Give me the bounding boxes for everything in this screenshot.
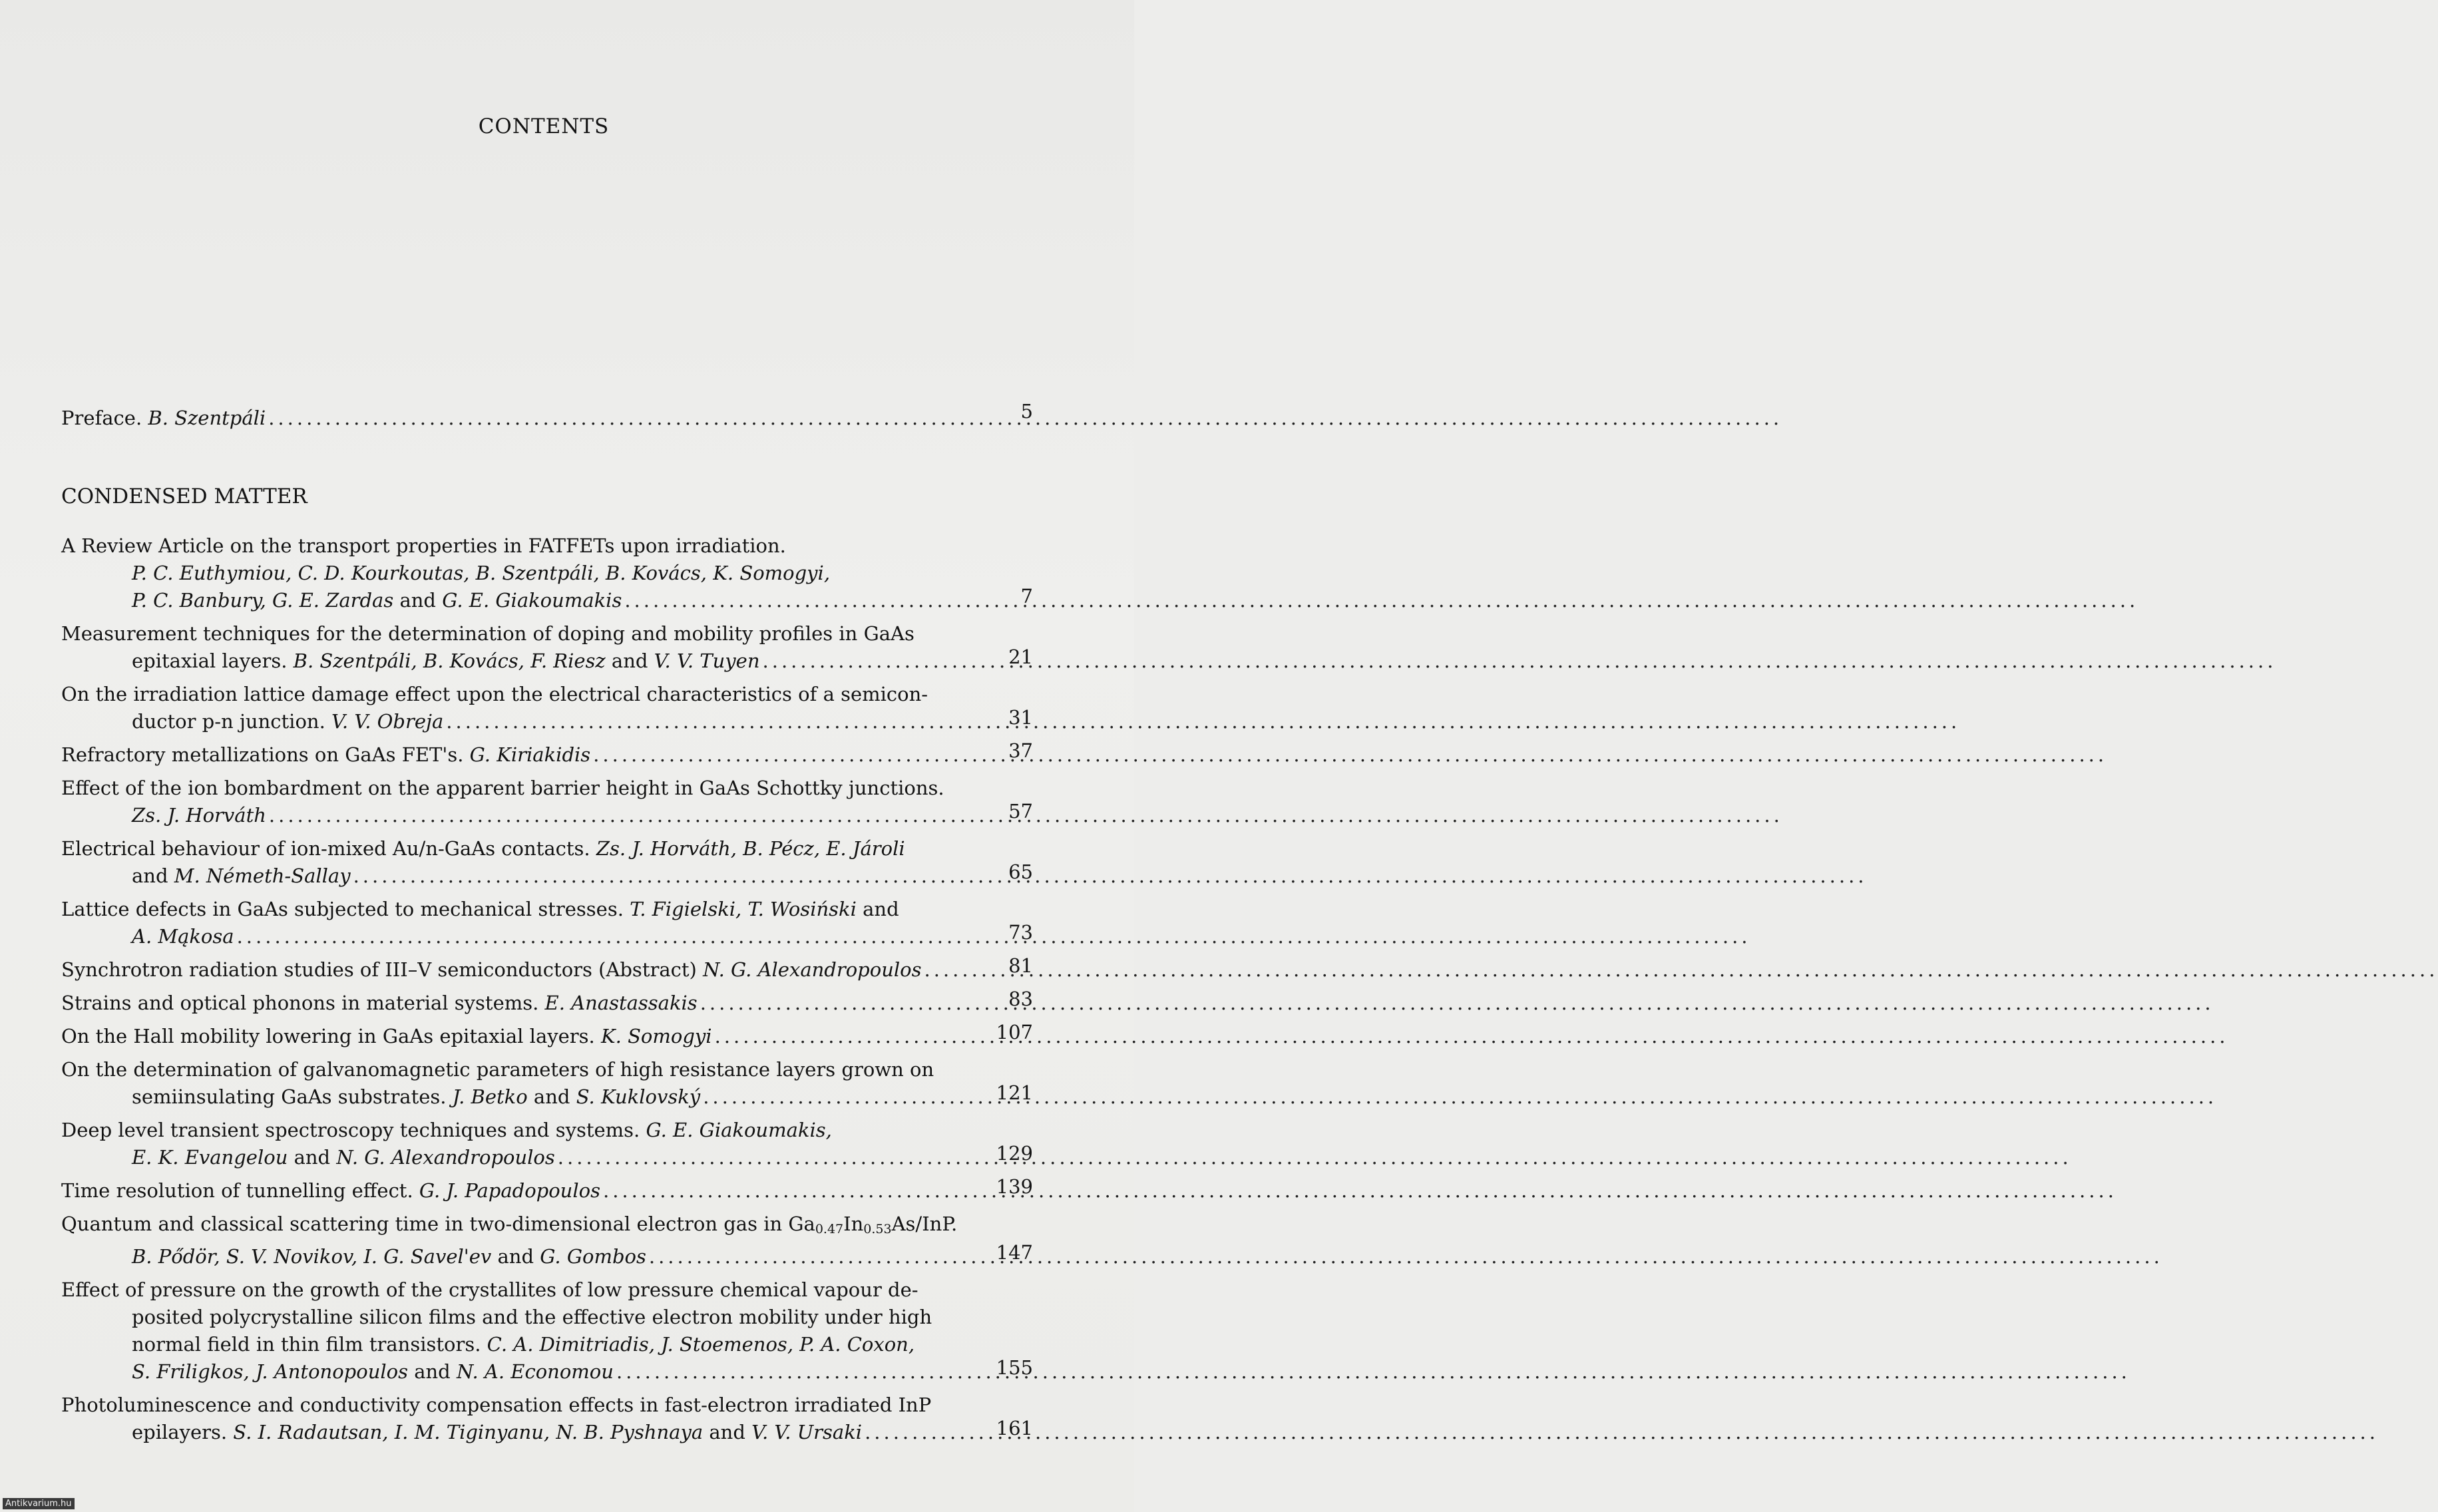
page-number: 57 (1008, 800, 1033, 823)
leader-dots (649, 1243, 2163, 1270)
entry-text: and (132, 864, 174, 887)
toc-line (61, 896, 1033, 923)
entry-text: ductor p-n junction. (132, 710, 332, 733)
entry-author: J. Betko (452, 1085, 528, 1108)
page-title: CONTENTS (478, 114, 610, 138)
entry-text: and (393, 589, 443, 612)
entry-text: and (703, 1421, 752, 1443)
entry-text: Electrical behaviour of ion-mixed Au/n-GaAs contacts. (61, 837, 596, 860)
toc-line (61, 775, 1033, 802)
toc-line (61, 1023, 1033, 1050)
entry-author: N. A. Economou (456, 1360, 614, 1383)
entry-author: K. Somogyi (600, 1025, 712, 1047)
page-number: 139 (996, 1175, 1033, 1198)
entry-author: V. V. Ursaki (751, 1421, 863, 1443)
toc-line (61, 1419, 1033, 1446)
leader-dots (616, 1358, 2131, 1386)
page-number: 73 (1008, 921, 1033, 944)
entry-text: and (605, 650, 654, 672)
toc-line (61, 990, 1033, 1017)
entry-author: V. V. Tuyen (654, 650, 760, 672)
toc-line (61, 1177, 1033, 1205)
entry-author: B. Pődör, S. V. Novikov, I. G. Savel'ev (132, 1245, 492, 1268)
toc-line (61, 923, 1033, 950)
entry-author: S. Friligkos, J. Antonopoulos (132, 1360, 408, 1383)
entry-text: normal field in thin film transistors. (132, 1333, 487, 1356)
toc-entry (61, 896, 1033, 950)
entry-text: and (408, 1360, 457, 1383)
entry-author: G. J. Papadopoulos (419, 1179, 600, 1202)
toc-entry (61, 1392, 1033, 1446)
entry-text: epilayers. (132, 1421, 234, 1443)
toc-entry (61, 1276, 1033, 1386)
page-number: 37 (1008, 739, 1033, 762)
leader-dots (558, 1144, 2072, 1171)
entry-author: N. G. Alexandropoulos (703, 958, 922, 981)
toc-entry (61, 681, 1033, 735)
entry-author: M. Németh-Sallay (174, 864, 351, 887)
entry-text: posited polycrystalline silicon films and the effective electron mobility under high (132, 1306, 932, 1328)
toc-line (61, 1392, 1033, 1419)
page-number: 107 (996, 1021, 1033, 1043)
page-number: 129 (996, 1142, 1033, 1165)
toc-line (61, 1358, 1033, 1386)
toc-line (61, 835, 1033, 862)
toc-line (61, 648, 1033, 675)
entry-text: Effect of pressure on the growth of the crystallites of low pressure chemical vapour de- (61, 1278, 918, 1301)
leader-dots (603, 1177, 2117, 1205)
entry-text: Strains and optical phonons in material systems. (61, 992, 545, 1014)
leader-dots (865, 1419, 2379, 1446)
entry-author: B. Szentpáli, B. Kovács, F. Riesz (293, 650, 606, 672)
entry-text: Lattice defects in GaAs subjected to mechanical stresses. (61, 898, 630, 920)
toc-line (61, 862, 1033, 890)
preface-author: B. Szentpáli (148, 407, 266, 429)
toc-line (61, 1083, 1033, 1111)
document-page (0, 0, 1134, 1512)
toc-entry (61, 532, 1033, 614)
toc-line (61, 1276, 1033, 1304)
entry-text: and (856, 898, 899, 920)
toc-line (61, 1243, 1033, 1270)
entry-text: and (527, 1085, 576, 1108)
entry-text: Synchrotron radiation studies of III–V semiconductors (Abstract) (61, 958, 704, 981)
page-number: 155 (996, 1356, 1033, 1379)
toc-entry (61, 741, 1033, 769)
toc-line (61, 956, 1033, 984)
leader-dots (703, 1083, 2217, 1111)
entry-author: G. E. Giakoumakis (442, 589, 622, 612)
entry-author: V. V. Obreja (331, 710, 444, 733)
page-number: 161 (996, 1417, 1033, 1439)
page-number: 21 (1008, 646, 1033, 668)
entry-author: G. Gombos (540, 1245, 646, 1268)
page-number: 83 (1008, 988, 1033, 1010)
entry-author: G. Kiriakidis (469, 743, 591, 766)
entry-text: epitaxial layers. (132, 650, 294, 672)
toc-line (61, 1117, 1033, 1144)
entry-text: and (288, 1146, 337, 1169)
entry-author: N. G. Alexandropoulos (336, 1146, 555, 1169)
toc-line (61, 587, 1033, 614)
entry-text: Quantum and classical scattering time in two-dimensional electron gas in $Ga_{0.47}In_{0.53}As$/InP. (61, 1213, 958, 1236)
toc-list (61, 532, 1033, 1452)
toc-line (61, 681, 1033, 708)
page-number: 121 (996, 1081, 1033, 1104)
leader-dots (624, 587, 2138, 614)
toc-entry (61, 1023, 1033, 1050)
entry-text: Measurement techniques for the determination of doping and mobility profiles in GaAs (61, 622, 914, 645)
entry-text: semiinsulating GaAs substrates. (132, 1085, 453, 1108)
leader-dots (924, 956, 2438, 984)
preface-entry (61, 400, 1033, 432)
toc-line (61, 560, 1033, 587)
leader-dots (353, 862, 1868, 890)
watermark: Antikvarium.hu (3, 1498, 75, 1509)
toc-line (61, 1331, 1033, 1358)
entry-text: Effect of the ion bombardment on the apparent barrier height in GaAs Schottky junctions. (61, 777, 944, 799)
entry-author: A. Mąkosa (132, 925, 234, 948)
entry-text: Deep level transient spectroscopy techniques and systems. (61, 1119, 646, 1141)
toc-entry (61, 775, 1033, 829)
entry-author: S. I. Radautsan, I. M. Tiginyanu, N. B. Pyshnaya (233, 1421, 704, 1443)
toc-line (61, 741, 1033, 769)
toc-entry (61, 1177, 1033, 1205)
toc-line (61, 1304, 1033, 1331)
toc-entry (61, 956, 1033, 984)
entry-text: Time resolution of tunnelling effect. (61, 1179, 419, 1202)
toc-entry (61, 835, 1033, 890)
toc-line (61, 1056, 1033, 1083)
toc-entry (61, 1211, 1033, 1270)
toc-entry (61, 620, 1033, 675)
toc-entry (61, 990, 1033, 1017)
entry-text: On the irradiation lattice damage effect upon the electrical characteristics of a semicon- (61, 683, 928, 705)
page-number: 7 (1020, 585, 1033, 608)
toc-entry (61, 1056, 1033, 1111)
entry-author: Zs. J. Horváth (132, 804, 266, 827)
page-number: 81 (1008, 954, 1033, 977)
entry-author: S. Kuklovský (576, 1085, 701, 1108)
entry-author: P. C. Banbury, G. E. Zardas (132, 589, 394, 612)
page-number: 65 (1008, 860, 1033, 883)
leader-dots (715, 1023, 2229, 1050)
entry-author: E. K. Evangelou (132, 1146, 288, 1169)
entry-author: Zs. J. Horváth, B. Pécz, E. Jároli (596, 837, 905, 860)
page-number: 147 (996, 1241, 1033, 1264)
entry-text: and (491, 1245, 540, 1268)
entry-text: Refractory metallizations on GaAs FET's. (61, 743, 470, 766)
section-heading: CONDENSED MATTER (61, 484, 307, 508)
toc-line (61, 532, 1033, 560)
toc-line (61, 1144, 1033, 1171)
entry-text: Photoluminescence and conductivity compensation effects in fast-electron irradiated InP (61, 1394, 932, 1416)
toc-entry (61, 1117, 1033, 1171)
entry-author: C. A. Dimitriadis, J. Stoemenos, P. A. Coxon, (487, 1333, 915, 1356)
entry-text: On the Hall mobility lowering in GaAs epitaxial layers. (61, 1025, 601, 1047)
toc-line (61, 802, 1033, 829)
page-number: 5 (1020, 400, 1033, 423)
entry-author: G. E. Giakoumakis, (646, 1119, 832, 1141)
entry-author: P. C. Euthymiou, C. D. Kourkoutas, B. Szentpáli, B. Kovács, K. Somogyi, (132, 562, 831, 584)
toc-line (61, 708, 1033, 735)
leader-dots (700, 990, 2214, 1017)
entry-text: A Review Article on the transport properties in FATFETs upon irradiation. (61, 534, 786, 557)
page-number: 31 (1008, 706, 1033, 729)
toc-line (61, 620, 1033, 648)
entry-author: T. Figielski, T. Wosiński (630, 898, 857, 920)
leader-dots (446, 708, 1960, 735)
leader-dots (593, 741, 2107, 769)
entry-author: E. Anastassakis (544, 992, 698, 1014)
toc-line (61, 1211, 1033, 1243)
entry-text: On the determination of galvanomagnetic parameters of high resistance layers grown on (61, 1058, 934, 1081)
preface-label: Preface. (61, 407, 142, 429)
